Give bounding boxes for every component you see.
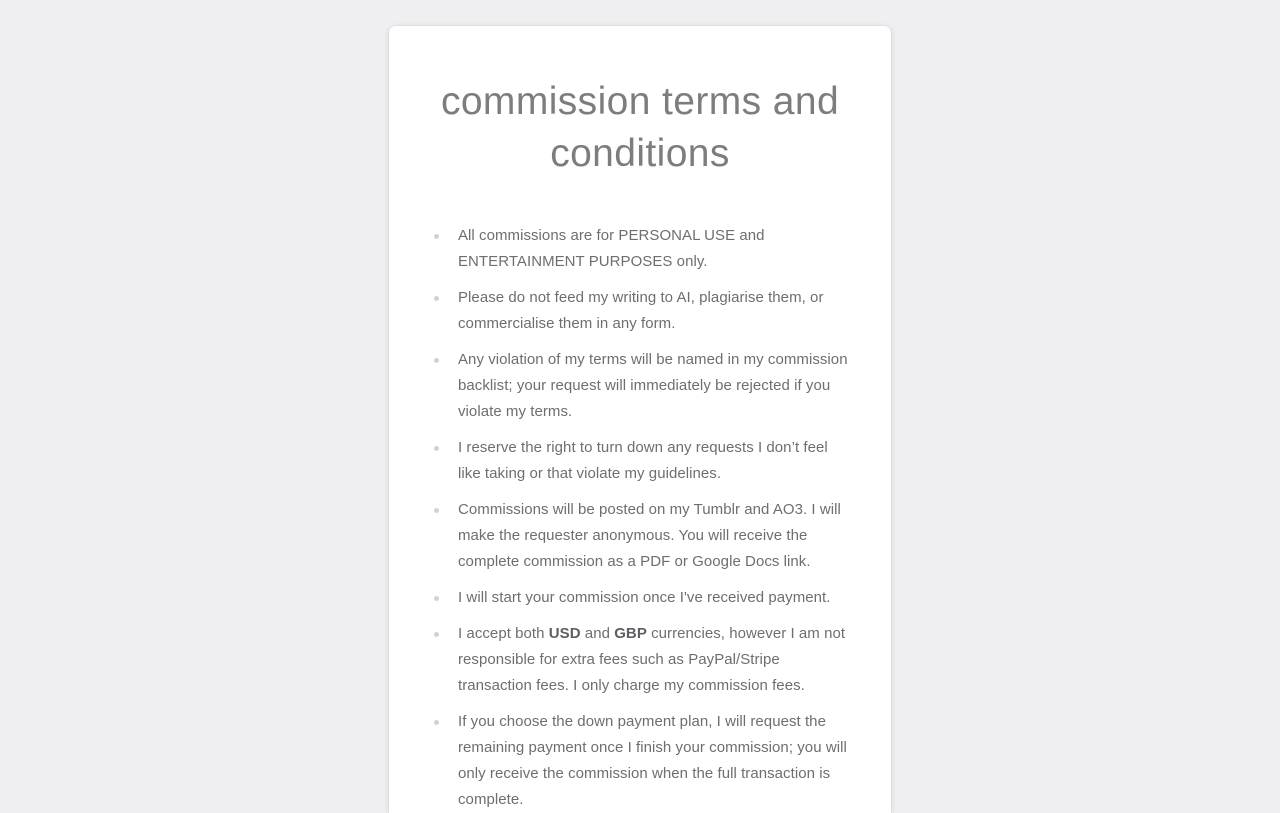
- plain-text: I reserve the right to turn down any requests I don’t feel like taking or that violate my guidelines.: [458, 439, 828, 482]
- list-item: [429, 435, 851, 487]
- bullet-icon: [434, 508, 439, 513]
- list-item: [429, 347, 851, 425]
- bullet-icon: [434, 596, 439, 601]
- bullet-icon: [434, 446, 439, 451]
- list-item-text: [458, 589, 830, 606]
- list-item-text: [458, 713, 847, 808]
- plain-text: and: [580, 625, 615, 642]
- bullet-icon: [434, 358, 439, 363]
- plain-text: I accept both: [458, 625, 549, 642]
- list-item: [429, 621, 851, 699]
- list-item: [429, 585, 851, 611]
- list-item: [429, 497, 851, 575]
- list-item-text: [458, 501, 841, 570]
- list-item-text: [458, 439, 828, 482]
- list-item: [429, 223, 851, 275]
- plain-text: If you choose the down payment plan, I will request the remaining payment once I finish your commission; you will only receive the commission when the full transaction is complete.: [458, 713, 847, 808]
- page-title: commission terms and conditions: [440, 80, 840, 175]
- plain-text: Any violation of my terms will be named in my commission backlist; your request will immediately be rejected if you violate my terms.: [458, 351, 848, 420]
- list-item: [429, 285, 851, 337]
- bullet-icon: [434, 632, 439, 637]
- bullet-icon: [434, 296, 439, 301]
- list-item-text: [458, 625, 845, 694]
- plain-text: currencies, however I am not responsible for extra fees such as PayPal/Stripe transaction fees. I only charge my commission fees.: [458, 625, 846, 694]
- terms-list: [429, 223, 851, 813]
- emphasis-text: GBP: [614, 625, 647, 642]
- plain-text: All commissions are for PERSONAL USE and ENTERTAINMENT PURPOSES only.: [458, 227, 765, 270]
- bullet-icon: [434, 234, 439, 239]
- terms-card: [389, 26, 891, 813]
- emphasis-text: USD: [548, 625, 581, 642]
- plain-text: Please do not feed my writing to AI, plagiarise them, or commercialise them in any form.: [458, 289, 824, 332]
- list-item-text: [458, 351, 848, 420]
- list-item: [429, 709, 851, 813]
- list-item-text: [458, 227, 765, 270]
- plain-text: Commissions will be posted on my Tumblr and AO3. I will make the requester anonymous. You will receive the complete commission as a PDF or Google Docs link.: [458, 501, 841, 570]
- bullet-icon: [434, 720, 439, 725]
- list-item-text: [458, 289, 824, 332]
- plain-text: I will start your commission once I've received payment.: [458, 589, 831, 606]
